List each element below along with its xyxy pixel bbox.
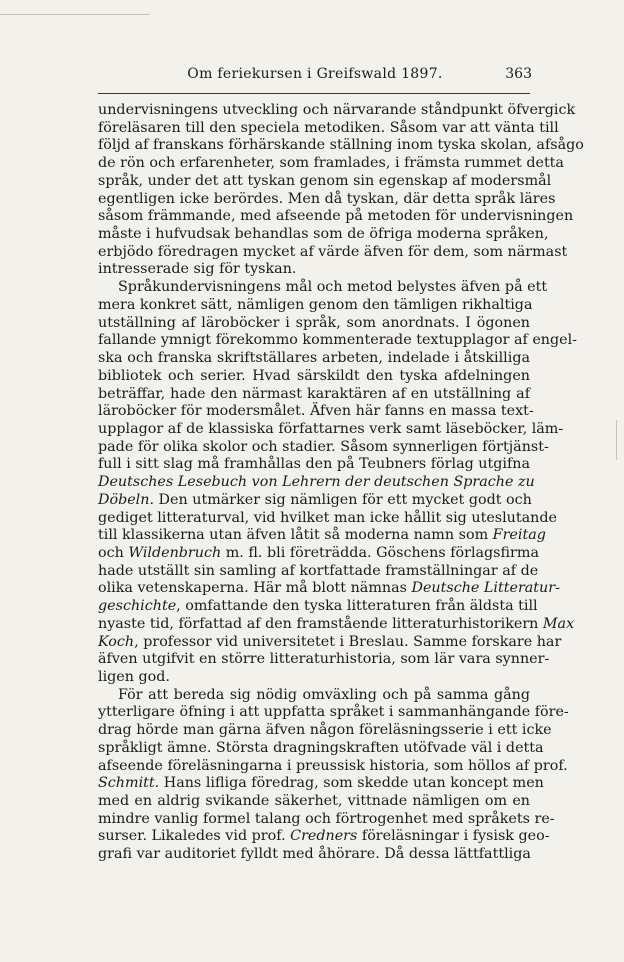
text-line — [98, 509, 557, 528]
text-line — [98, 775, 544, 793]
text-line — [98, 739, 544, 758]
text-line — [98, 420, 564, 439]
text-line — [98, 386, 530, 404]
text-line — [98, 350, 530, 368]
header-rule — [98, 93, 530, 94]
line-text: till klassikerna utan äfven låtit så moderna namn som — [98, 527, 493, 544]
italic-text: Deutsche Litteratur- — [411, 580, 560, 597]
line-text: erbjödo föredragen mycket af värde äfven för dem, som närmast — [98, 243, 568, 260]
line-text: beträffar, hade den närmast karaktären af en utställning af — [98, 385, 530, 402]
italic-text: geschichte — [98, 598, 177, 615]
text-line — [98, 669, 530, 687]
italic-text: Schmitt. — [98, 775, 160, 792]
line-text: gediget litteraturval, vid hvilket man icke hållit sig uteslutande — [98, 509, 557, 526]
text-line — [98, 279, 548, 297]
line-text: Hans lifliga föredrag, som skedde utan koncept men — [159, 775, 544, 792]
line-text: pade för olika skolor och stadier. Såsom synnerligen förtjänst- — [98, 438, 549, 455]
line-text: Språkundervisningens mål och metod belystes äfven på ett — [118, 279, 548, 296]
text-line — [98, 492, 530, 510]
text-line — [98, 633, 562, 652]
line-text: fallande ymnigt förekommo kommenterade textupplagor af engel- — [98, 332, 578, 349]
text-line — [98, 793, 530, 811]
line-text: föreläsaren till den speciela metodiken. Såsom var att vänta till — [98, 119, 559, 136]
running-title: Om feriekursen i Greifswald 1897. — [187, 66, 443, 82]
text-line — [98, 172, 552, 191]
line-text: För att bereda sig nödig omväxling och på samma gång — [118, 686, 530, 703]
text-line — [98, 155, 564, 173]
scan-edge-mark — [616, 420, 617, 460]
italic-text: Freitag — [492, 527, 546, 544]
line-text: föreläsningar i fysisk geo- — [357, 828, 550, 845]
text-line — [98, 580, 560, 598]
line-text: språk, under det att tyskan genom sin egenskap af modersmål — [98, 172, 552, 189]
italic-text: Max — [542, 615, 575, 632]
line-text: språkligt ämne. Största dragningskraften utöfvade väl i detta — [98, 739, 544, 756]
line-text: intresserade sig för tyskan. — [98, 261, 297, 278]
text-line — [98, 846, 530, 864]
text-line — [98, 704, 569, 722]
line-text: ska och franska skriftställares arbeten, indelade i åtskilliga — [98, 350, 530, 367]
text-line — [98, 438, 549, 457]
line-text: och — [98, 544, 129, 561]
line-text: , professor vid universitetet i Breslau. Samme forskare har — [134, 633, 562, 650]
line-text: upplagor af de klassiska författarnes verk samt läseböcker, läm- — [98, 420, 564, 437]
scan-edge-mark — [0, 14, 150, 15]
text-line — [98, 474, 535, 492]
line-text: följd af franskans förhärskande ställning inom tyska skolan, afsågo — [98, 137, 584, 154]
text-line — [98, 296, 533, 315]
line-text: drag hörde man gärna äfven någon föreläsningsserie i ett icke — [98, 722, 552, 739]
text-line — [98, 332, 578, 350]
line-text: måste i hufvudsak behandlas som de öfriga moderna språken, — [98, 226, 549, 243]
text-line — [98, 722, 552, 740]
text-line — [98, 651, 550, 669]
italic-text: Wildenbruch — [128, 544, 222, 561]
line-text: de rön och erfarenheter, som framlades, i främsta rummet detta — [98, 155, 564, 172]
line-text: ligen god. — [98, 669, 170, 685]
text-line — [98, 119, 559, 138]
text-line — [98, 828, 550, 846]
text-line — [98, 615, 575, 634]
line-text: , omfattande den tyska litteraturen från äldsta till — [176, 598, 538, 615]
text-line — [98, 544, 539, 563]
line-text: hade utställt sin samling af kortfattade framställningar af de — [98, 562, 539, 579]
line-text: Den utmärker sig nämligen för ett mycket godt och — [154, 491, 532, 508]
text-line — [98, 261, 530, 279]
line-text: mera konkret sätt, nämligen genom den tämligen rikhaltiga — [98, 296, 533, 313]
text-line — [98, 315, 530, 333]
text-line — [98, 137, 584, 155]
text-line — [98, 562, 539, 581]
line-text: full i sitt slag må framhållas den på Teubners förlag utgifna — [98, 456, 530, 473]
line-text: egentligen icke berördes. Men då tyskan, där detta språk läres — [98, 190, 556, 207]
text-line — [98, 598, 538, 616]
italic-text: Koch — [98, 633, 135, 650]
text-line — [98, 208, 574, 226]
text-line — [98, 403, 534, 421]
line-text: läroböcker för modersmålet. Äfven här fanns en massa text- — [98, 403, 534, 420]
text-line — [98, 687, 530, 705]
line-text: olika vetenskaperna. Här må blott nämnas — [98, 580, 412, 597]
line-text: m. fl. bli företrädda. Göschens förlagsfirma — [221, 544, 539, 561]
line-text: surser. Likaledes vid prof. — [98, 828, 291, 845]
line-text: nyaste tid, författad af den framstående litteraturhistorikern — [98, 615, 543, 632]
text-line — [98, 757, 568, 776]
line-text: ytterligare öfning i att uppfatta språket i sammanhängande före- — [98, 704, 569, 721]
text-line — [98, 102, 576, 120]
page-header — [98, 66, 532, 88]
line-text: undervisningens utveckling och närvarande ståndpunkt öfvergick — [98, 102, 576, 118]
line-text: bibliotek och serier. Hvad särskildt den tyska afdelningen — [98, 367, 530, 384]
text-line — [98, 226, 549, 244]
text-line — [98, 190, 556, 209]
text-line — [98, 527, 546, 545]
line-text: grafi var auditoriet fylldt med åhörare. Då dessa lättfattliga — [98, 846, 531, 863]
italic-text: Deutsches Lesebuch von Lehrern der deutschen Sprache zu — [98, 474, 535, 491]
line-text: utställning af läroböcker i språk, som anordnats. I ögonen — [98, 314, 530, 331]
line-text: såsom främmande, med afseende på metoden för undervisningen — [98, 208, 574, 225]
italic-text: Credners — [290, 828, 358, 845]
line-text: med en aldrig svikande säkerhet, vittnade nämligen om en — [98, 793, 530, 810]
line-text: mindre vanlig formel talang och förtrogenhet med språkets re- — [98, 810, 555, 827]
text-line — [98, 368, 530, 386]
text-line — [98, 810, 555, 829]
body-text — [98, 102, 584, 864]
text-line — [98, 243, 568, 262]
text-line — [98, 456, 530, 474]
line-text: äfven utgifvit en större litteraturhistoria, som lär vara synner- — [98, 651, 550, 668]
line-text: afseende föreläsningarna i preussisk historia, som höllos af prof. — [98, 757, 568, 774]
page-number: 363 — [505, 66, 532, 82]
italic-text: Döbeln. — [98, 491, 155, 508]
